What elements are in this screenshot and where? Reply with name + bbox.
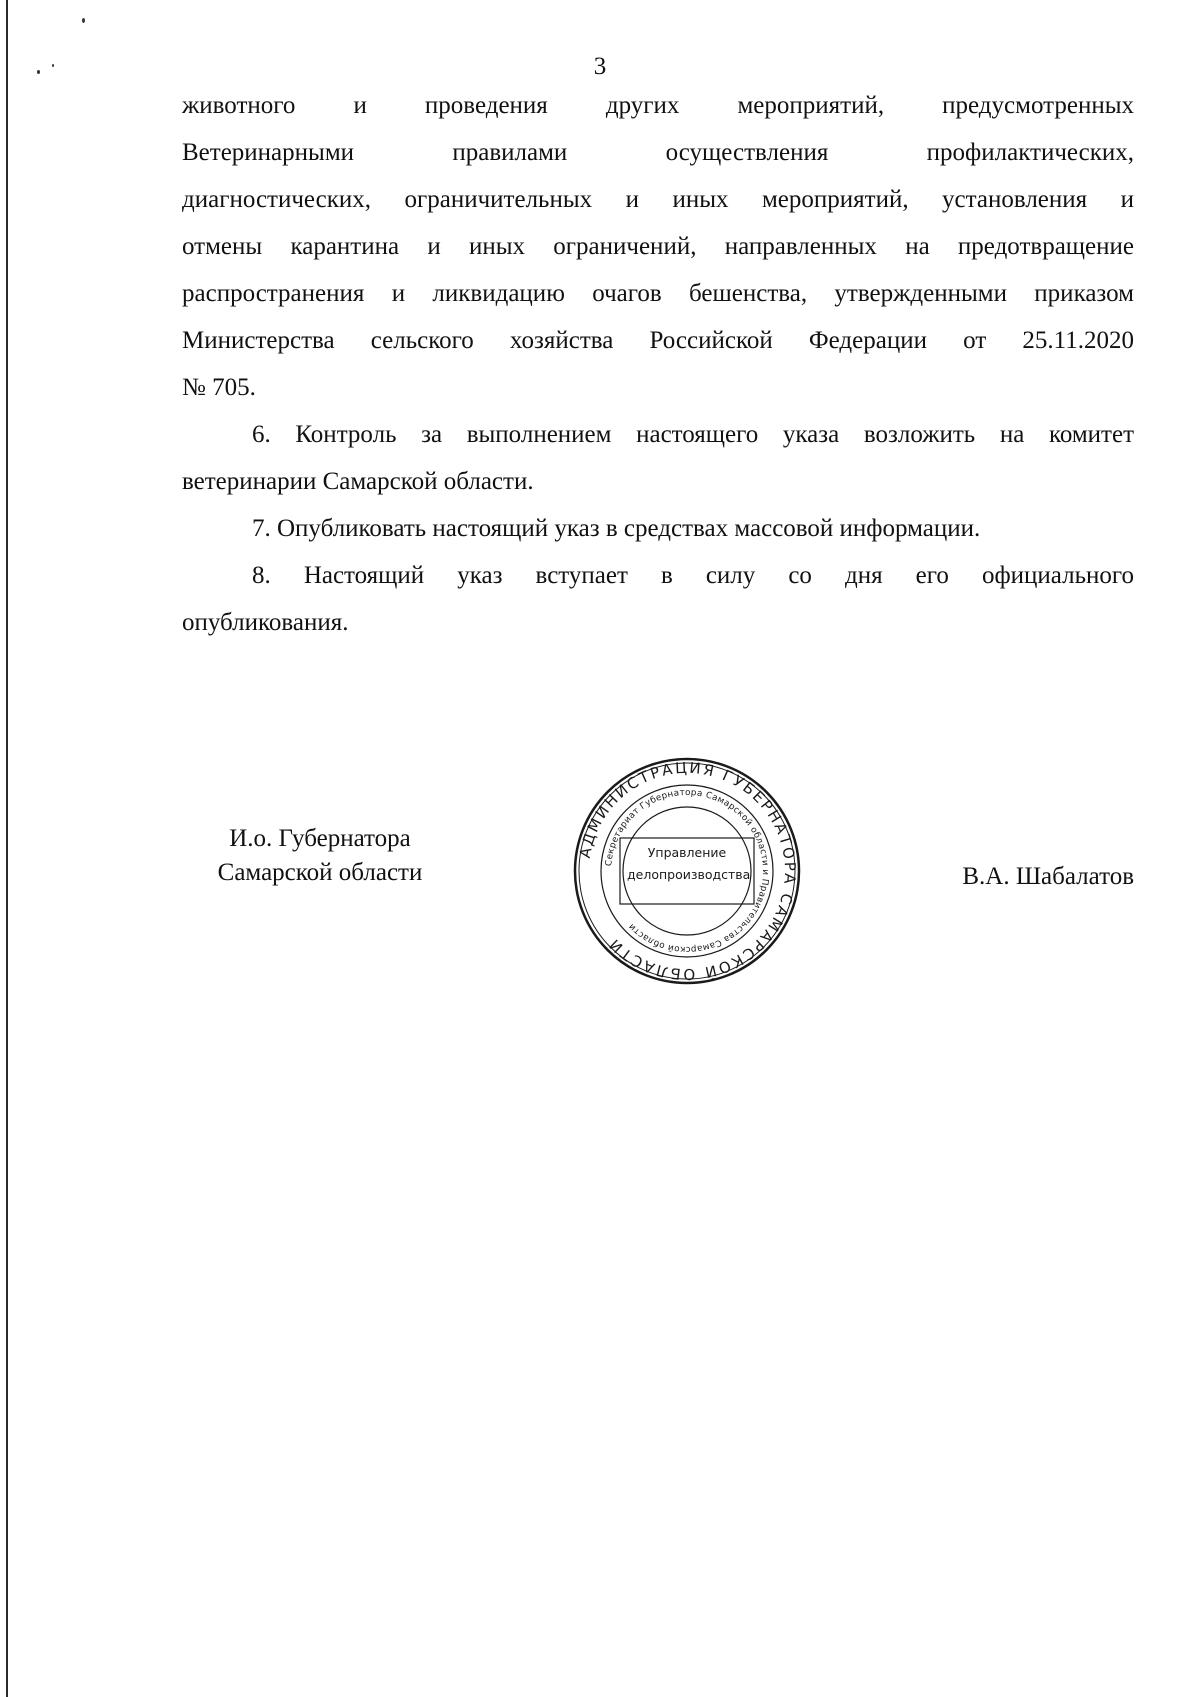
signatory-title-line: Самарской области [217,859,423,886]
text-line: диагностических, ограничительных и иных мероприятий, установления и [182,186,1134,213]
signatory-title-line: И.о. Губернатора [229,825,411,852]
text-line: распространения и ликвидацию очагов бешенства, утвержденными приказом [182,280,1134,307]
text-line: Министерства сельского хозяйства Российской Федерации от 25.11.2020 [182,327,1134,354]
text-line: ветеринарии Самарской области. [182,468,534,495]
seal-center-line: делопроизводства [627,867,751,882]
text-line: 8. Настоящий указ вступает в силу со дня его официального [252,562,1134,589]
page-number: 3 [593,53,607,80]
signatory-title [195,822,445,890]
text-line: 7. Опубликовать настоящий указ в средствах массовой информации. [252,515,981,542]
paragraph-6 [182,411,1134,505]
seal-outer-text: АДМИНИСТРАЦИЯ ГУБЕРНАТОРА САМАРСКОЙ ОБЛАСТИ [575,758,800,984]
scan-left-edge [6,0,8,1697]
scan-speck [82,18,85,23]
document-body [182,82,1134,646]
seal-center [627,842,751,900]
seal-inner-text: Секретариат Губернатора Самарской области и Правительства Самарской области [604,787,771,955]
text-line: отмены карантина и иных ограничений, направленных на предотвращение [182,233,1134,260]
text-line: № 705. [182,374,256,401]
paragraph-7 [182,505,1134,552]
text-line: Ветеринарными правилами осуществления профилактических, [182,139,1134,166]
paragraph-8 [182,552,1134,646]
text-line: опубликования. [182,609,349,636]
signatory-name: В.А. Шабалатов [962,863,1134,890]
text-line: животного и проведения других мероприятий, предусмотренных [182,92,1134,119]
official-seal [572,756,802,986]
seal-center-line: Управление [647,845,727,860]
text-line: 6. Контроль за выполнением настоящего указа возложить на комитет [252,421,1134,448]
paragraph-5-continuation [182,82,1134,411]
